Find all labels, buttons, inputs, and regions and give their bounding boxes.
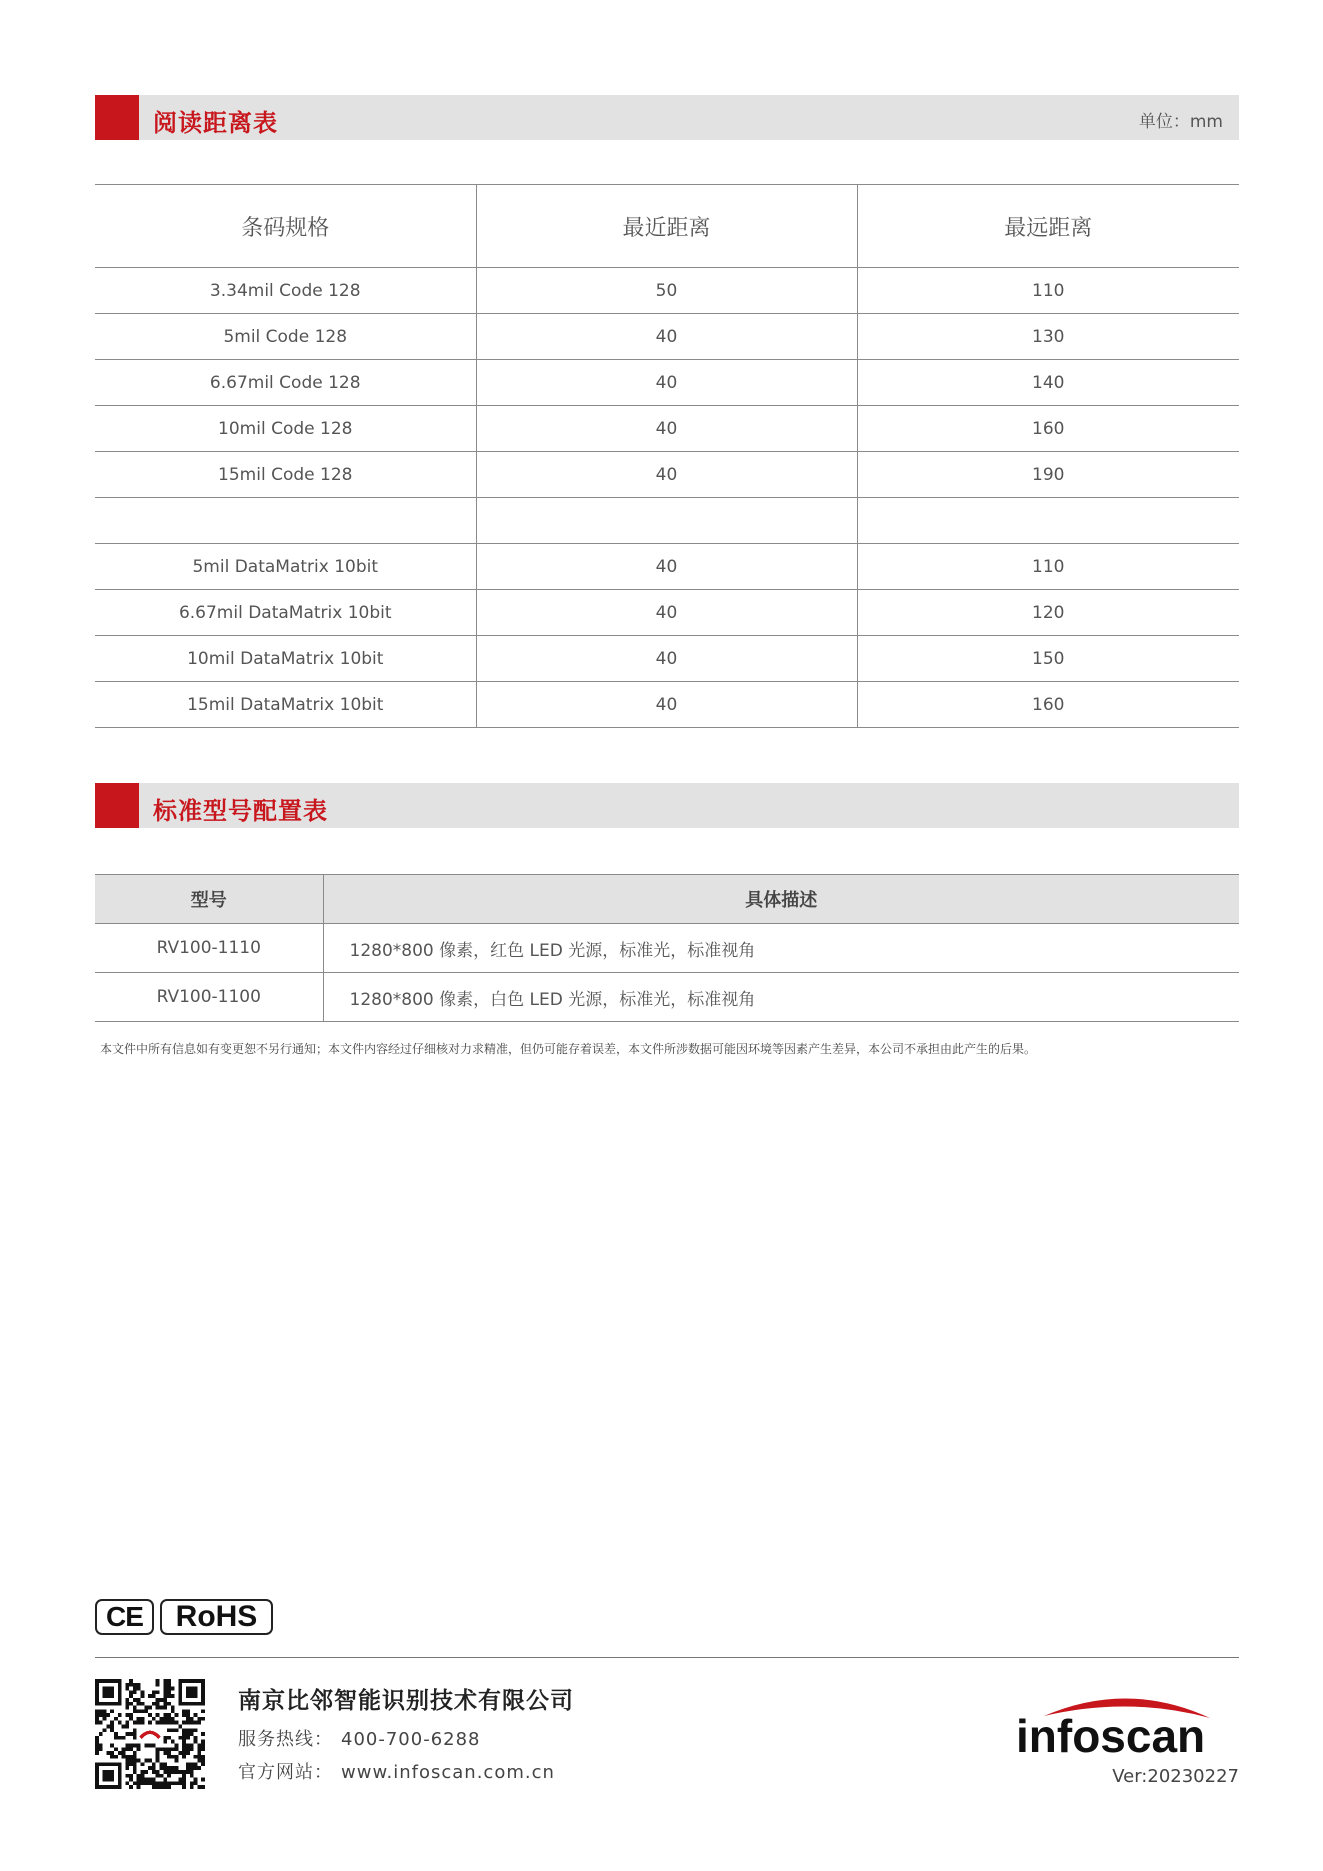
max-distance-cell: 150 xyxy=(857,636,1239,682)
hotline-label: 服务热线： xyxy=(238,1729,333,1750)
table-row xyxy=(95,544,1239,590)
model-cell: RV100-1100 xyxy=(95,973,323,1022)
section-title: 阅读距离表 xyxy=(153,109,278,137)
header-model: 型号 xyxy=(95,875,323,924)
min-distance-cell: 50 xyxy=(476,268,857,314)
min-distance-cell: 40 xyxy=(476,590,857,636)
max-distance-cell: 130 xyxy=(857,314,1239,360)
header-barcode-spec: 条码规格 xyxy=(95,185,476,268)
table-row xyxy=(95,636,1239,682)
table-row xyxy=(95,924,1239,973)
barcode-spec-cell: 6.67mil DataMatrix 10bit xyxy=(95,590,476,636)
website-line xyxy=(238,1758,555,1784)
min-distance-cell: 40 xyxy=(476,406,857,452)
model-cell: RV100-1110 xyxy=(95,924,323,973)
header-description: 具体描述 xyxy=(323,875,1239,924)
min-distance-cell: 40 xyxy=(476,452,857,498)
table-row xyxy=(95,590,1239,636)
max-distance-cell: 110 xyxy=(857,544,1239,590)
max-distance-cell: 140 xyxy=(857,360,1239,406)
website-label: 官方网站： xyxy=(238,1762,333,1783)
description-cell: 1280*800 像素，红色 LED 光源，标准光，标准视角 xyxy=(323,924,1239,973)
hotline-number: 400-700-6288 xyxy=(341,1729,481,1750)
min-distance-cell: 40 xyxy=(476,314,857,360)
table-row xyxy=(95,360,1239,406)
max-distance-cell: 120 xyxy=(857,590,1239,636)
qr-code-icon xyxy=(95,1679,205,1789)
table-header-row xyxy=(95,185,1239,268)
description-cell: 1280*800 像素，白色 LED 光源，标准光，标准视角 xyxy=(323,973,1239,1022)
min-distance-cell: 40 xyxy=(476,544,857,590)
header-min-distance: 最近距离 xyxy=(476,185,857,268)
max-distance-cell: 190 xyxy=(857,452,1239,498)
barcode-spec-cell: 3.34mil Code 128 xyxy=(95,268,476,314)
table-row xyxy=(95,498,1239,544)
section-marker xyxy=(95,783,139,828)
barcode-spec-cell: 10mil Code 128 xyxy=(95,406,476,452)
company-name: 南京比邻智能识别技术有限公司 xyxy=(238,1688,574,1714)
section-title: 标准型号配置表 xyxy=(153,797,328,825)
infoscan-logo-icon xyxy=(1010,1690,1242,1760)
section-header-reading-distance xyxy=(95,95,1239,140)
header-max-distance: 最远距离 xyxy=(857,185,1239,268)
barcode-spec-cell: 15mil Code 128 xyxy=(95,452,476,498)
max-distance-cell: 110 xyxy=(857,268,1239,314)
rohs-mark-icon: RoHS xyxy=(160,1599,273,1635)
version-label: Ver:20230227 xyxy=(1112,1766,1239,1787)
section-marker xyxy=(95,95,139,140)
model-config-table xyxy=(95,874,1239,1022)
website-url[interactable]: www.infoscan.com.cn xyxy=(341,1762,555,1783)
footer-divider xyxy=(95,1657,1239,1658)
table-row xyxy=(95,268,1239,314)
max-distance-cell xyxy=(857,498,1239,544)
ce-mark-icon: CE xyxy=(95,1599,154,1635)
table-row xyxy=(95,973,1239,1022)
table-row xyxy=(95,452,1239,498)
unit-label: 单位：mm xyxy=(1138,112,1223,132)
min-distance-cell xyxy=(476,498,857,544)
reading-distance-table xyxy=(95,184,1239,728)
disclaimer-text: 本文件中所有信息如有变更恕不另行通知；本文件内容经过仔细核对力求精准，但仍可能存着误差，本文件所涉数据可能因环境等因素产生差异，本公司不承担由此产生的后果。 xyxy=(100,1042,1037,1056)
min-distance-cell: 40 xyxy=(476,636,857,682)
barcode-spec-cell: 6.67mil Code 128 xyxy=(95,360,476,406)
barcode-spec-cell xyxy=(95,498,476,544)
section-header-model-config xyxy=(95,783,1239,828)
barcode-spec-cell: 5mil Code 128 xyxy=(95,314,476,360)
logo-wordmark: infoscan xyxy=(1016,1710,1206,1760)
hotline-line xyxy=(238,1725,481,1751)
table-row xyxy=(95,314,1239,360)
table-row xyxy=(95,682,1239,728)
barcode-spec-cell: 5mil DataMatrix 10bit xyxy=(95,544,476,590)
barcode-spec-cell: 15mil DataMatrix 10bit xyxy=(95,682,476,728)
table-header-row xyxy=(95,875,1239,924)
barcode-spec-cell: 10mil DataMatrix 10bit xyxy=(95,636,476,682)
min-distance-cell: 40 xyxy=(476,360,857,406)
table-row xyxy=(95,406,1239,452)
min-distance-cell: 40 xyxy=(476,682,857,728)
max-distance-cell: 160 xyxy=(857,406,1239,452)
max-distance-cell: 160 xyxy=(857,682,1239,728)
